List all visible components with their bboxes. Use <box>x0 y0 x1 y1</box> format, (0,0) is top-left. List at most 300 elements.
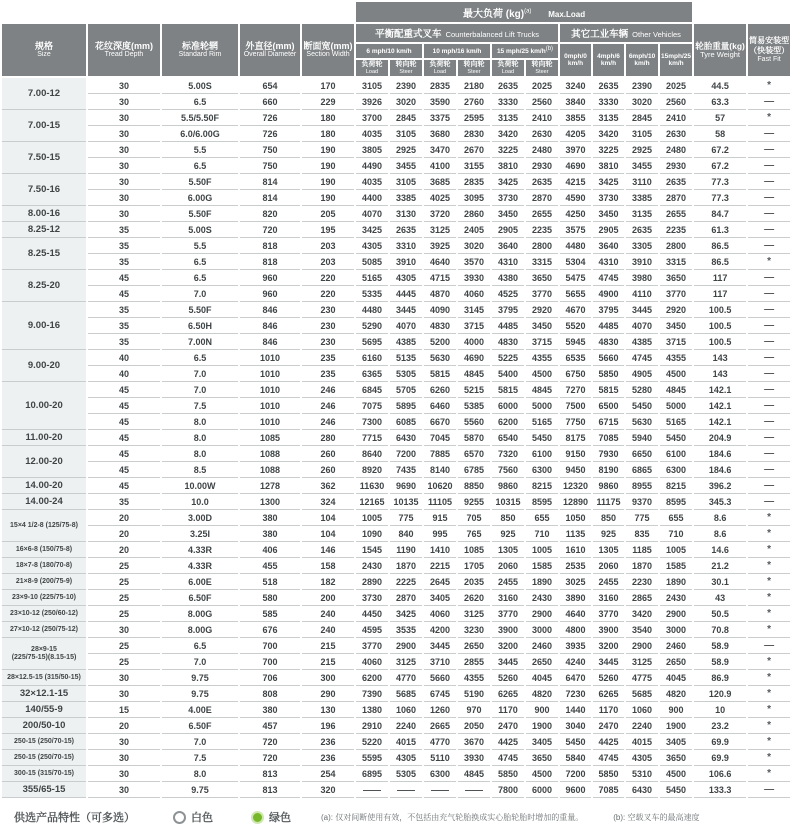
cb15-steer-cell: 3770 <box>526 286 558 302</box>
table-row <box>2 606 790 622</box>
standard-rim-cell: 10.00W <box>162 478 238 494</box>
steer-zh: 转向轮 <box>531 61 553 68</box>
ov-6mph-cell: 3910 <box>626 254 658 270</box>
size-header-zh: 规格 <box>34 41 53 51</box>
ov-6mph-cell: 5310 <box>626 766 658 782</box>
section-width-cell: 104 <box>302 510 354 526</box>
fast-fit-cell: — <box>748 318 790 334</box>
ov-15mph-cell: 4820 <box>660 686 692 702</box>
ov-15mph-cell: 6300 <box>660 462 692 478</box>
ov-15mph-cell: 2920 <box>660 302 692 318</box>
cb10-load-cell: 4100 <box>424 158 456 174</box>
cb15-load-cell: 3795 <box>492 302 524 318</box>
tread-depth-cell: 30 <box>88 94 160 110</box>
cb6-load-cell: 1545 <box>356 542 388 558</box>
ov-0mph-cell: 12320 <box>560 478 591 494</box>
cb6-steer-cell: 9690 <box>390 478 422 494</box>
cb15-load-cell: 5850 <box>492 766 524 782</box>
ov-15mph-cell: 4045 <box>660 670 692 686</box>
tyre-weight-cell: 21.2 <box>694 558 746 574</box>
ov-0mph-cell: 4250 <box>560 206 591 222</box>
ov-15mph-cell: 2410 <box>660 110 692 126</box>
ov-6mph-cell: 4385 <box>626 334 658 350</box>
table-row <box>2 222 790 238</box>
standard-rim-cell: 8.5 <box>162 462 238 478</box>
fast-fit-cell: — <box>748 462 790 478</box>
section-width-cell: 215 <box>302 638 354 654</box>
other-speed3-header: 6mph/10 km/h <box>626 44 658 78</box>
ov-4mph-cell: 5850 <box>593 366 624 382</box>
cb6-steer-cell: 2635 <box>390 222 422 238</box>
other-speed1-header: 0mph/0 km/h <box>560 44 591 78</box>
cb10-load-cell: 1410 <box>424 542 456 558</box>
cb10-load-cell: 4715 <box>424 270 456 286</box>
cb15-steer-cell: 8215 <box>526 478 558 494</box>
cb10-load-cell: 4060 <box>424 606 456 622</box>
cb10-steer-cell: 2835 <box>458 174 490 190</box>
cb15-steer-cell: 2560 <box>526 94 558 110</box>
ov-15mph-cell: 2560 <box>660 94 692 110</box>
weight-header-zh: 轮胎重量(kg) <box>695 41 745 51</box>
standard-rim-cell: 6.50F <box>162 718 238 734</box>
overall-diameter-cell: 814 <box>240 174 300 190</box>
cb10-steer-cell: 2595 <box>458 110 490 126</box>
overall-diameter-cell: 818 <box>240 254 300 270</box>
cb10-steer-cell: 4845 <box>458 766 490 782</box>
ov-4mph-cell: 3160 <box>593 590 624 606</box>
cb10-steer-cell: 2180 <box>458 78 490 94</box>
sw-header-zh: 断面宽(mm) <box>303 41 353 51</box>
table-row <box>2 398 790 414</box>
ov-0mph-cell: 4240 <box>560 654 591 670</box>
cb15-steer-cell: 2655 <box>526 206 558 222</box>
tyre-weight-cell: 184.6 <box>694 462 746 478</box>
cb6-load-cell: 1090 <box>356 526 388 542</box>
cb6-steer-cell: 840 <box>390 526 422 542</box>
cb6-load-cell: 3805 <box>356 142 388 158</box>
ov-6mph-cell: 3135 <box>626 206 658 222</box>
tread-depth-cell: 40 <box>88 366 160 382</box>
section-width-cell: 324 <box>302 494 354 510</box>
tyre-weight-cell: 8.6 <box>694 526 746 542</box>
cb10-steer-cell: 1705 <box>458 558 490 574</box>
tread-depth-cell: 25 <box>88 638 160 654</box>
cb10-steer-cell: —— <box>458 782 490 798</box>
weight-header-en: Tyre Weight <box>700 50 741 59</box>
ov-15mph-cell: 2025 <box>660 78 692 94</box>
overall-diameter-cell: 720 <box>240 750 300 766</box>
ov-15mph-cell: 3650 <box>660 270 692 286</box>
tyre-weight-cell: 69.9 <box>694 750 746 766</box>
section-width-cell: 215 <box>302 654 354 670</box>
cb15-steer-cell: 2900 <box>526 606 558 622</box>
tyre-weight-cell: 120.9 <box>694 686 746 702</box>
section-width-cell: 190 <box>302 174 354 190</box>
fast-fit-header <box>748 24 790 78</box>
cb15-load-cell: 6000 <box>492 398 524 414</box>
tyre-weight-cell: 184.6 <box>694 446 746 462</box>
cb10-steer-cell: 3020 <box>458 238 490 254</box>
section-width-cell: 203 <box>302 254 354 270</box>
tread-depth-cell: 30 <box>88 78 160 94</box>
standard-rim-cell: 6.5 <box>162 350 238 366</box>
size-cell: 32×12.1-15 <box>2 686 86 702</box>
tread-depth-cell: 30 <box>88 734 160 750</box>
table-row <box>2 174 790 190</box>
white-option[interactable] <box>173 809 213 825</box>
ov-0mph-cell: 9150 <box>560 446 591 462</box>
tread-depth-cell: 25 <box>88 574 160 590</box>
cb15-steer-cell: 2460 <box>526 638 558 654</box>
cb15-load-cell: 1305 <box>492 542 524 558</box>
ov-6mph-cell: 5940 <box>626 430 658 446</box>
cb10-steer-cell: 3930 <box>458 750 490 766</box>
cb15-steer-cell: 2930 <box>526 158 558 174</box>
overall-diameter-cell: 706 <box>240 670 300 686</box>
load-zh: 负荷轮 <box>429 61 451 68</box>
ov-4mph-cell: 3810 <box>593 158 624 174</box>
table-row <box>2 494 790 510</box>
size-cell: 355/65-15 <box>2 782 86 798</box>
table-row <box>2 270 790 286</box>
standard-rim-cell: 6.50H <box>162 318 238 334</box>
ov-15mph-cell: 2480 <box>660 142 692 158</box>
options-label: 供选产品特性（可多选） <box>14 812 135 824</box>
section-width-cell: 195 <box>302 222 354 238</box>
cb15-load-cell: 3135 <box>492 110 524 126</box>
ov-4mph-cell: 4310 <box>593 254 624 270</box>
header-row-maxload <box>2 2 790 24</box>
cb10-load-cell: 995 <box>424 526 456 542</box>
ov-6mph-cell: 2390 <box>626 78 658 94</box>
tread-depth-cell: 20 <box>88 526 160 542</box>
cb10-steer-cell: 2405 <box>458 222 490 238</box>
cb-speed3-sup: (b) <box>545 46 554 53</box>
standard-rim-cell: 4.33R <box>162 542 238 558</box>
cb15-steer-cell: 8595 <box>526 494 558 510</box>
ov-0mph-cell: 7270 <box>560 382 591 398</box>
overall-diameter-cell: 380 <box>240 510 300 526</box>
section-width-cell: 260 <box>302 462 354 478</box>
cb10-steer-cell: 2830 <box>458 126 490 142</box>
tread-depth-cell: 35 <box>88 302 160 318</box>
table-row <box>2 206 790 222</box>
tread-depth-cell: 30 <box>88 766 160 782</box>
ov-6mph-cell: 3420 <box>626 606 658 622</box>
maxload-header <box>356 2 692 24</box>
table-row <box>2 686 790 702</box>
cb6-steer-cell: 5895 <box>390 398 422 414</box>
tread-depth-cell: 45 <box>88 462 160 478</box>
cb10-steer-cell: 6570 <box>458 446 490 462</box>
size-cell: 8.25-15 <box>2 238 86 270</box>
cb10-load-cell: 1260 <box>424 702 456 718</box>
tread-depth-cell: 30 <box>88 750 160 766</box>
cb6-steer-cell: 4770 <box>390 670 422 686</box>
ov-4mph-cell: 6715 <box>593 414 624 430</box>
ov-15mph-cell: 2800 <box>660 238 692 254</box>
cb10-load-cell: 11105 <box>424 494 456 510</box>
cb6-steer-cell: 7200 <box>390 446 422 462</box>
fast-fit-cell: * <box>748 526 790 542</box>
ov-15mph-cell: 6100 <box>660 446 692 462</box>
cb15-steer-cell: 3715 <box>526 334 558 350</box>
tread-header-zh: 花纹深度(mm) <box>95 41 153 51</box>
ov-0mph-cell: 5520 <box>560 318 591 334</box>
section-width-cell: 158 <box>302 558 354 574</box>
section-width-cell: 220 <box>302 286 354 302</box>
ov-6mph-cell: 6865 <box>626 462 658 478</box>
sw-header-en: Section Width <box>306 51 350 58</box>
cb15-steer-cell: 3000 <box>526 622 558 638</box>
tread-depth-cell: 45 <box>88 398 160 414</box>
cb6-load-cell: 2910 <box>356 718 388 734</box>
size-cell: 15×4 1/2-8 (125/75-8) <box>2 510 86 542</box>
overall-diameter-cell: 814 <box>240 190 300 206</box>
tread-depth-cell: 45 <box>88 414 160 430</box>
cb6-load-cell: 7075 <box>356 398 388 414</box>
tread-depth-cell: 30 <box>88 158 160 174</box>
overall-diameter-cell: 750 <box>240 158 300 174</box>
overall-diameter-cell: 1010 <box>240 398 300 414</box>
tread-depth-header <box>88 24 160 78</box>
fast-fit-cell: — <box>748 366 790 382</box>
cb10-load-cell: 5660 <box>424 670 456 686</box>
fast-fit-cell: — <box>748 350 790 366</box>
ov-15mph-cell: 5450 <box>660 430 692 446</box>
cb15-load-cell: 7560 <box>492 462 524 478</box>
od-header-en: Overall Diameter <box>243 51 297 58</box>
steer-zh: 转向轮 <box>463 61 485 68</box>
ov-15mph-cell: 1005 <box>660 542 692 558</box>
standard-rim-cell: 5.50F <box>162 206 238 222</box>
ov-15mph-cell: 2430 <box>660 590 692 606</box>
ov-4mph-cell: 3225 <box>593 142 624 158</box>
standard-rim-cell: 5.00S <box>162 222 238 238</box>
ov-4mph-cell: 925 <box>593 526 624 542</box>
cb10-steer-cell: 3230 <box>458 622 490 638</box>
cb15-load-cell: 2060 <box>492 558 524 574</box>
green-circle-icon <box>251 811 264 824</box>
cb15-load-cell: 4310 <box>492 254 524 270</box>
ov-15mph-cell: 3315 <box>660 254 692 270</box>
size-cell: 8.25-12 <box>2 222 86 238</box>
cb10-load-cell: 6745 <box>424 686 456 702</box>
cb15-load-cell: 3450 <box>492 206 524 222</box>
cb6-load-cell: 4450 <box>356 606 388 622</box>
ov-15mph-cell: 2235 <box>660 222 692 238</box>
tyre-weight-cell: 50.5 <box>694 606 746 622</box>
table-row <box>2 734 790 750</box>
tread-depth-cell: 35 <box>88 334 160 350</box>
section-width-cell: 182 <box>302 574 354 590</box>
standard-rim-cell: 6.5 <box>162 254 238 270</box>
section-width-cell: 170 <box>302 78 354 94</box>
fast-fit-cell: — <box>748 782 790 798</box>
cb6-steer-cell: 4070 <box>390 318 422 334</box>
standard-rim-cell: 10.0 <box>162 494 238 510</box>
steer-wheel-header-3 <box>526 60 558 78</box>
steer-wheel-header-2 <box>458 60 490 78</box>
ov-6mph-cell: 2230 <box>626 574 658 590</box>
ov-6mph-cell: 3110 <box>626 174 658 190</box>
overall-diameter-cell: 1088 <box>240 462 300 478</box>
cb15-load-cell: 5225 <box>492 350 524 366</box>
table-row <box>2 718 790 734</box>
section-width-cell: 235 <box>302 366 354 382</box>
fast-fit-cell: * <box>748 78 790 94</box>
tread-depth-cell: 15 <box>88 702 160 718</box>
ov-6mph-cell: 5630 <box>626 414 658 430</box>
section-width-cell: 236 <box>302 734 354 750</box>
cb6-load-cell: 5335 <box>356 286 388 302</box>
overall-diameter-cell: 726 <box>240 126 300 142</box>
cb10-steer-cell: 6785 <box>458 462 490 478</box>
section-width-header <box>302 24 354 78</box>
cb10-load-cell: 4870 <box>424 286 456 302</box>
size-cell: 200/50-10 <box>2 718 86 734</box>
overall-diameter-cell: 1010 <box>240 366 300 382</box>
cb15-load-cell: 3200 <box>492 638 524 654</box>
tyre-weight-cell: 10 <box>694 702 746 718</box>
cb6-steer-cell: 3385 <box>390 190 422 206</box>
steer-wheel-header-1 <box>390 60 422 78</box>
tread-depth-cell: 30 <box>88 622 160 638</box>
cb6-steer-cell: 1870 <box>390 558 422 574</box>
ov-15mph-cell: 1890 <box>660 574 692 590</box>
cb6-load-cell: 5695 <box>356 334 388 350</box>
tread-depth-cell: 30 <box>88 174 160 190</box>
size-cell: 8.00-16 <box>2 206 86 222</box>
ov-0mph-cell: 3240 <box>560 78 591 94</box>
standard-rim-cell: 7.5 <box>162 750 238 766</box>
cb15-load-cell: 4745 <box>492 750 524 766</box>
cb6-load-cell: 3730 <box>356 590 388 606</box>
ov-6mph-cell: 2635 <box>626 222 658 238</box>
footnote-a: (a): 仅对间断使用有效，不包括由充气轮胎换成实心胎轮胎时增加的重量。 <box>321 812 584 822</box>
standard-rim-cell: 6.5 <box>162 638 238 654</box>
ov-0mph-cell: 3890 <box>560 590 591 606</box>
load-en: Load <box>501 69 515 75</box>
cb15-steer-cell: 4820 <box>526 686 558 702</box>
ov-0mph-cell: 4590 <box>560 190 591 206</box>
cb10-load-cell: 2215 <box>424 558 456 574</box>
green-option[interactable] <box>251 809 291 825</box>
ov-6mph-cell: 3305 <box>626 238 658 254</box>
ov-0mph-cell: 4640 <box>560 606 591 622</box>
ov-15mph-cell: 3405 <box>660 734 692 750</box>
overall-diameter-cell: 813 <box>240 766 300 782</box>
ov-15mph-cell: 5165 <box>660 414 692 430</box>
cb15-load-cell: 3770 <box>492 606 524 622</box>
ov-6mph-cell: 4305 <box>626 750 658 766</box>
cb6-steer-cell: 3020 <box>390 94 422 110</box>
tyre-weight-cell: 84.7 <box>694 206 746 222</box>
overall-diameter-cell: 1085 <box>240 430 300 446</box>
section-width-cell: 235 <box>302 350 354 366</box>
tyre-weight-cell: 77.3 <box>694 174 746 190</box>
standard-rim-cell: 7.0 <box>162 366 238 382</box>
ov-4mph-cell: 3420 <box>593 126 624 142</box>
cb-speed3-header <box>492 44 558 60</box>
cb10-steer-cell: 3155 <box>458 158 490 174</box>
ov-6mph-cell: 1060 <box>626 702 658 718</box>
cb6-steer-cell: —— <box>390 782 422 798</box>
rim-header-en: Standard Rim <box>178 51 222 58</box>
cb15-load-cell: 1170 <box>492 702 524 718</box>
overall-diameter-cell: 455 <box>240 558 300 574</box>
tread-depth-cell: 35 <box>88 494 160 510</box>
fast-fit-cell: — <box>748 126 790 142</box>
tyre-weight-cell: 204.9 <box>694 430 746 446</box>
overall-diameter-cell: 654 <box>240 78 300 94</box>
cb15-load-cell: 3900 <box>492 622 524 638</box>
overall-diameter-cell: 700 <box>240 638 300 654</box>
cb15-steer-cell: 2870 <box>526 190 558 206</box>
ov-6mph-cell: 4110 <box>626 286 658 302</box>
standard-rim-cell: 9.75 <box>162 670 238 686</box>
ov-4mph-cell: 5850 <box>593 766 624 782</box>
cb10-load-cell: 3720 <box>424 206 456 222</box>
cb10-load-cell: 3590 <box>424 94 456 110</box>
tread-depth-cell: 35 <box>88 238 160 254</box>
ov-4mph-cell: 5260 <box>593 670 624 686</box>
table-row <box>2 750 790 766</box>
section-width-cell: 290 <box>302 686 354 702</box>
cb15-load-cell: 3445 <box>492 654 524 670</box>
cb10-load-cell: 6460 <box>424 398 456 414</box>
table-row <box>2 702 790 718</box>
ov-0mph-cell: 2535 <box>560 558 591 574</box>
ov-15mph-cell: 4845 <box>660 382 692 398</box>
cb10-steer-cell: 2620 <box>458 590 490 606</box>
green-option-label: 绿色 <box>269 812 291 824</box>
fast-fit-cell: * <box>748 574 790 590</box>
fastfit-header-en: Fast Fit <box>757 56 781 63</box>
tyre-weight-cell: 44.5 <box>694 78 746 94</box>
cb15-steer-cell: 6000 <box>526 782 558 798</box>
ov-0mph-cell: 1135 <box>560 526 591 542</box>
standard-rim-cell: 7.5 <box>162 398 238 414</box>
standard-rim-cell: 7.0 <box>162 286 238 302</box>
cb10-steer-cell: 2670 <box>458 142 490 158</box>
cb6-load-cell: 5595 <box>356 750 388 766</box>
cb6-load-cell: 6845 <box>356 382 388 398</box>
header-spacer-right <box>694 2 790 24</box>
other-vehicles-header <box>560 24 692 44</box>
ov-4mph-cell: 8190 <box>593 462 624 478</box>
cb6-steer-cell: 3455 <box>390 158 422 174</box>
ov-0mph-cell: 7200 <box>560 766 591 782</box>
fast-fit-cell: — <box>748 478 790 494</box>
cb6-steer-cell: 4305 <box>390 750 422 766</box>
cb10-steer-cell: 3930 <box>458 270 490 286</box>
cb6-steer-cell: 3910 <box>390 254 422 270</box>
cb6-steer-cell: 3310 <box>390 238 422 254</box>
section-width-cell: 104 <box>302 526 354 542</box>
tread-depth-cell: 30 <box>88 686 160 702</box>
ov-0mph-cell: 4215 <box>560 174 591 190</box>
cb6-steer-cell: 3425 <box>390 606 422 622</box>
cb10-load-cell: 5110 <box>424 750 456 766</box>
cb15-steer-cell: 1890 <box>526 574 558 590</box>
ov-0mph-cell: 5304 <box>560 254 591 270</box>
footnote-b: (b): 空载叉车的最高速度 <box>613 812 700 822</box>
tread-depth-cell: 20 <box>88 542 160 558</box>
ov-15mph-cell: 5000 <box>660 398 692 414</box>
tyre-weight-cell: 43 <box>694 590 746 606</box>
cb6-steer-cell: 1190 <box>390 542 422 558</box>
